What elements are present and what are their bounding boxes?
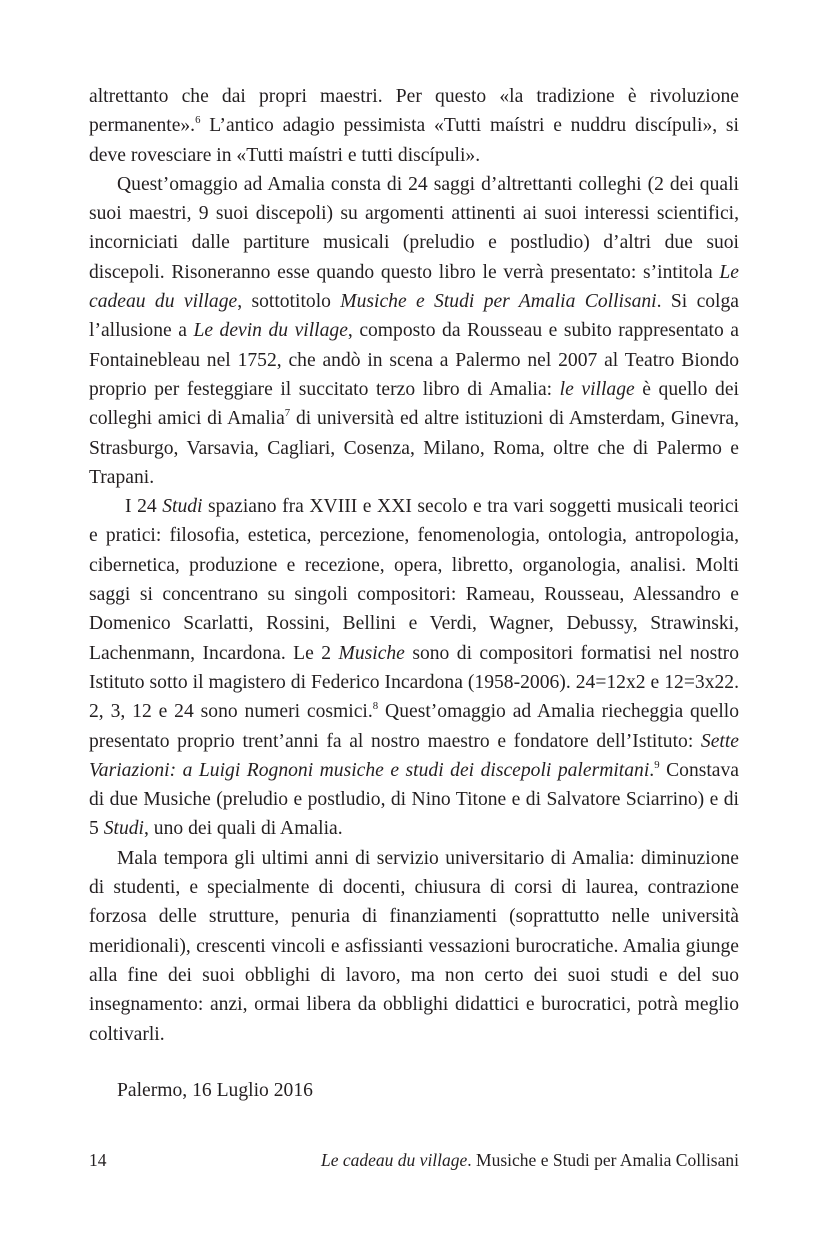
page-number: 14 [89,1150,107,1170]
text-run: I 24 [125,496,163,518]
paragraph-1 [89,82,739,170]
italic-word: Musiche [338,642,405,664]
text-run: , uno dei quali di Amalia. [143,818,343,840]
paragraph-3 [89,492,739,844]
footnote-ref[interactable]: 9 [654,758,660,771]
running-head-subtitle: . Musiche e Studi per Amalia Collisani [467,1150,739,1170]
text-run: . [649,759,655,781]
paragraph-2 [89,170,739,492]
text-run: L’antico adagio pessimista «Tutti maístri e nuddru discípuli», si deve rovesciare in «Tutti maístri e tutti discípuli». [89,115,739,166]
running-head [321,1148,739,1172]
text-run: Mala tempora gli ultimi anni di servizio universitario di Amalia: diminuzione di studenti, e specialmente di docenti, chiusura di corsi di laurea, contrazione forzosa delle strutture, penuria di finanziamenti (soprattutto nelle università meridionali), crescenti vincoli e asfissianti vessazioni burocratiche. Amalia giunge alla fine dei suoi obblighi di lavoro, ma non certo dei suoi studi e del suo insegnamento: anzi, ormai libera da obblighi didattici e burocratici, potrà meglio coltivarli. [89,847,739,1045]
text-run: Quest’omaggio ad Amalia riecheggia quello presentato proprio trent’anni fa al nostro maestro e fondatore dell’Istituto: [89,701,740,752]
signoff-place-date: Palermo, 16 Luglio 2016 [117,1080,313,1101]
footnote-ref[interactable]: 6 [195,114,201,127]
text-run: è quello dei colleghi amici di Amalia [89,378,739,430]
text-run: Constava di due Musiche (preludio e postludio, di Nino Titone e di Salvatore Sciarrino) e di 5 [89,759,739,840]
footnote-ref[interactable]: 7 [284,407,291,420]
italic-word: Studi [103,818,144,840]
body-text [89,82,739,1049]
text-run: Quest’omaggio ad Amalia consta di 24 saggi d’altrettanti colleghi (2 dei quali suoi maestri, 9 suoi discepoli) su argomenti attinenti ai suoi interessi scientifici, incorniciati dalle partiture musicali (preludio e postludio) d’altri due suoi discepoli. Risoneranno esse quando questo libro le verrà presentato: s’intitola [89,173,739,283]
cited-title: Sette Variazioni: a Luigi Rognoni musiche e studi dei discepoli palermitani [89,730,739,781]
text-run: , sottotitolo [237,291,341,313]
text-run: sono di compositori formatisi nel nostro Istituto sotto il magistero di Federico Incardona (1958-2006). 24=12x2 e 12=3x22. 2, 3, 12 e 24 sono numeri cosmici. [89,642,739,723]
book-subtitle: Musiche e Studi per Amalia Collisani [340,291,657,313]
text-run: di università ed altre istituzioni di Amsterdam, Ginevra, Strasburgo, Varsavia, Cagliari, Cosenza, Milano, Roma, oltre che di Palermo e Trapani. [89,408,739,488]
book-title: Le cadeau du village [89,261,739,313]
footnote-ref[interactable]: 8 [372,700,379,713]
opera-title: Le devin du village [193,320,348,342]
running-head-title: Le cadeau du village [321,1150,468,1170]
paragraph-4 [89,844,739,1049]
italic-word: Studi [162,496,203,518]
text-run: . Si colga l’allusione a [89,291,739,342]
text-run: spaziano fra XVIII e XXI secolo e tra vari soggetti musicali teorici e pratici: filosofia, estetica, percezione, fenomenologia, ontologia, antropologia, cibernetica, produzione e recezione, opera, libretto, organologia, analisi. Molti saggi si concentrano su singoli compositori: Rameau, Rousseau, Alessandro e Domenico Scarlatti, Rossini, Bellini e Verdi, Wagner, Debussy, Strawinski, Lachenmann, Incardona. Le 2 [89,496,739,664]
italic-phrase: le village [559,378,635,400]
text-run: altrettanto che dai propri maestri. Per questo «la tradizione è rivoluzione permanente». [89,86,739,137]
text-run: , composto da Rousseau e subito rappresentato a Fontainebleau nel 1752, che andò in scena a Palermo nel 2007 al Teatro Biondo proprio per festeggiare il succitato terzo libro di Amalia: [89,320,740,400]
